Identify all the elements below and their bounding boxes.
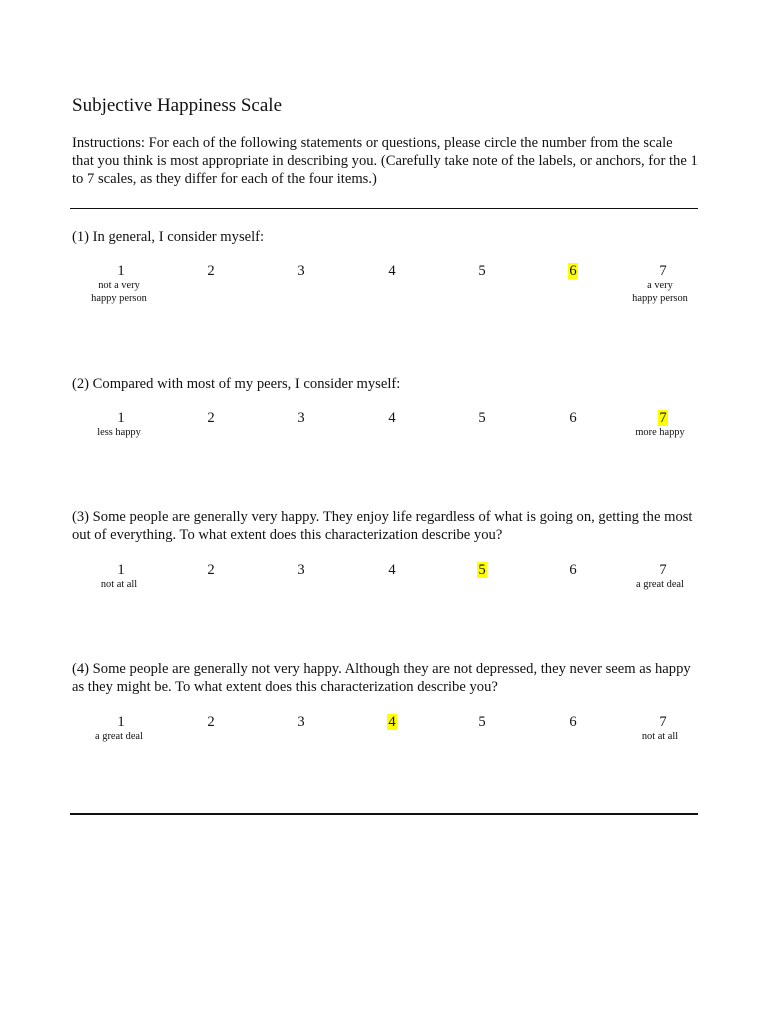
high-anchor-label: not at all <box>641 731 679 742</box>
question-2: (2) Compared with most of my peers, I consider myself: <box>72 376 401 392</box>
scale-option-3-2[interactable]: 2 <box>207 562 215 578</box>
scale-option-2-3[interactable]: 3 <box>297 410 305 426</box>
low-anchor-label: not a very happy person <box>91 280 147 304</box>
scale-option-2-7[interactable]: 7 <box>659 410 667 426</box>
scale-option-1-1[interactable]: 1 <box>117 263 125 279</box>
scale-option-1-7[interactable]: 7 <box>659 263 667 279</box>
scale-option-2-4[interactable]: 4 <box>388 410 396 426</box>
scale-option-2-1[interactable]: 1 <box>117 410 125 426</box>
scale-option-4-4[interactable]: 4 <box>388 714 396 730</box>
question-1: (1) In general, I consider myself: <box>72 229 265 245</box>
scale-option-1-6[interactable]: 6 <box>569 263 577 279</box>
low-anchor-label: less happy <box>97 427 141 438</box>
scale-option-4-5[interactable]: 5 <box>478 714 486 730</box>
scale-option-1-3[interactable]: 3 <box>297 263 305 279</box>
top-divider <box>70 208 698 209</box>
question-3: (3) Some people are generally very happy. They enjoy life regardless of what is going on, getting the most out of everything. To what extent does this characterization describe you? <box>72 509 693 543</box>
scale-option-1-4[interactable]: 4 <box>388 263 396 279</box>
scale-option-1-5[interactable]: 5 <box>478 263 486 279</box>
instructions-text: Instructions: For each of the following statements or questions, please circle the number from the scale that you think is most appropriate in describing you. (Carefully take note of the labels, or anchors, for the 1 to 7 scales, as they differ for each of the four items.) <box>72 135 698 187</box>
scale-option-2-6[interactable]: 6 <box>569 410 577 426</box>
scale-option-4-3[interactable]: 3 <box>297 714 305 730</box>
scale-option-4-2[interactable]: 2 <box>207 714 215 730</box>
bottom-divider <box>70 813 698 815</box>
scale-option-2-2[interactable]: 2 <box>207 410 215 426</box>
scale-option-1-2[interactable]: 2 <box>207 263 215 279</box>
scale-option-3-6[interactable]: 6 <box>569 562 577 578</box>
scale-option-4-1[interactable]: 1 <box>117 714 125 730</box>
page-title: Subjective Happiness Scale <box>72 95 283 116</box>
scale-option-3-7[interactable]: 7 <box>659 562 667 578</box>
low-anchor-label: not at all <box>100 579 138 590</box>
scale-option-3-5[interactable]: 5 <box>478 562 486 578</box>
scale-option-4-6[interactable]: 6 <box>569 714 577 730</box>
high-anchor-label: more happy <box>635 427 685 438</box>
scale-option-2-5[interactable]: 5 <box>478 410 486 426</box>
scale-option-3-4[interactable]: 4 <box>388 562 396 578</box>
question-4: (4) Some people are generally not very happy. Although they are not depressed, they never seem as happy as they might be. To what extent does this characterization describe you? <box>72 661 691 695</box>
scale-option-4-7[interactable]: 7 <box>659 714 667 730</box>
scale-option-3-1[interactable]: 1 <box>117 562 125 578</box>
high-anchor-label: a great deal <box>636 579 684 590</box>
low-anchor-label: a great deal <box>95 731 143 742</box>
scale-option-3-3[interactable]: 3 <box>297 562 305 578</box>
high-anchor-label: a very happy person <box>632 280 688 304</box>
